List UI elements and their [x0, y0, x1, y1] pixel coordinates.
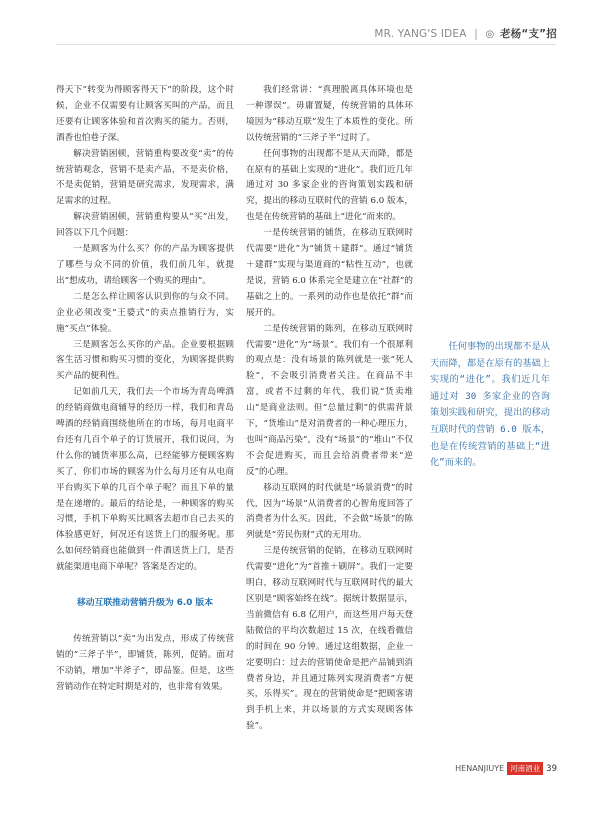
- paragraph: 一是传统营销的铺货，在移动互联网时代需要“进化”为“铺货＋建群”。通过“铺货＋建群”实现与渠道商的“粘性互动”，也就是说，营销 6.0 体系完全是建立在“社群”的基础之上的。一系列的动作也是依托“群”而展开的。: [246, 228, 413, 318]
- paragraph: 解决营销困顿，营销重构要从“买”出发，回答以下几个问题：: [56, 212, 234, 239]
- paragraph: 传统营销以“卖”为出发点，形成了传统营销的“三斧子半”，即铺货，陈列，促销。面对不动销，增加“半斧子”，即品鉴。但是，这些营销动作在特定时期是对的，也非常有效果。: [56, 634, 234, 692]
- paragraph: 记如前几天，我们去一个市场为青岛啤酒的经销商做电商辅导的经历一样，我们和青岛啤酒的经销商围绕他所在的市场，每月电商平台还有几百个单子的订货展开，我们说问，为什么你的铺货率那么高，已经能够方便顾客购买了，你们市场的顾客为什么每月还有从电商平台购买下单的几百个单子呢？而且下单的量是在递增的。最后的结论是，一种顾客的购买习惯，手机下单购买比顾客去超市自己去买的体验感更好，何况还有送货上门的服务呢。那么如何经销商也能做到一件酒送货上门，是否就能渠道电商下单呢？答案是否定的。: [56, 387, 234, 573]
- paragraph: 三是传统营销的促销，在移动互联网时代需要“进化”为“首推＋刷屏”。我们一定要明白，移动互联网时代与互联网时代的最大区别是“顾客始终在线”。据统计数据显示，当前微信有 6.8 亿用户，而这些用户每天登陆微信的平均次数超过 15 次，在线看微信的时间在 90 分钟。通过这组数据，企业一定要明白：过去的营销使命是把产品铺到消费者身边，并且通过陈列实现消费者“方便买，乐得买”。现在的营销使命是“把顾客请到手机上来，并以场景的方式实现顾客体验”。: [246, 546, 413, 732]
- paragraph: 任何事物的出现都不是从天而降，都是在原有的基础上实现的“进化”。我们近几年通过对 30 多家企业的咨询策划实践和研究，提出的移动互联时代的营销 6.0 版本，也是在传统营销的基础上“进化”而来的。: [246, 148, 413, 223]
- footer-badge: 河南酒业: [507, 762, 543, 775]
- paragraph: 三是顾客怎么买你的产品。企业要根据顾客生活习惯和购买习惯的变化，为顾客提供购买产品的便利性。: [56, 339, 234, 382]
- section-heading: 移动互联推动营销升级为 6.0 版本: [76, 598, 214, 609]
- bullseye-icon: ◎: [485, 29, 495, 40]
- text-column-left: [56, 83, 234, 696]
- header-rule: [56, 44, 556, 45]
- paragraph: 解决营销困顿，营销重构要改变“卖”的传统营销观念，营销不是卖产品，不是卖价格，不是卖促销，营销是研究需求，发现需求，满足需求的过程。: [56, 148, 234, 207]
- pull-quote: [430, 339, 550, 472]
- paragraph: 一是顾客为什么买？你的产品为顾客提供了哪些与众不同的价值，我们前几年，就提出“想成功，请给顾客一个购买的理由”。: [56, 244, 234, 286]
- footer-brand: HENANJIUYE: [455, 764, 505, 773]
- paragraph: 二是怎么样让顾客认识到你的与众不同。企业必须改变“王婆式”的卖点推销行为，实施“买点”体验。: [56, 291, 234, 334]
- text-column-middle: [246, 83, 413, 735]
- paragraph: 移动互联网的时代就是“场景消费”的时代，因为“场景”从消费者的心智角度回答了消费者为什么买。因此，不会做“场景”的陈列就是“劳民伤财”式的无用功。: [246, 482, 413, 541]
- paragraph: 我们经常讲：“真理脱离具体环境也是一种谬误”。毋庸置疑，传统营销的具体环境因为“移动互联”发生了本质性的变化。所以传统营销的“三斧子半”过时了。: [246, 85, 413, 143]
- header-column-name: 老杨“支”招: [499, 28, 557, 40]
- header-brand: MR. YANG'S IDEA: [374, 28, 467, 40]
- running-header: [374, 26, 557, 41]
- page-number: 39: [546, 763, 557, 774]
- paragraph: 得天下”转变为得顾客得天下”的阶段，这个时候，企业不仅需要有让顾客买叫的产品，而且还要有让顾客体验和首次购买的能力。否则，酒香也怕巷子深。: [56, 85, 234, 143]
- page-footer: [455, 762, 557, 775]
- paragraph: 二是传统营销的陈列，在移动互联网时代需要“进化”为“场景”。我们有一个很犀利的观点是：没有场景的陈列就是一张“死人脸”，不会吸引消费者关注。在商品不丰富，或者不过剩的年代，我们说“货卖堆山”是商业法则。但“总量过剩”的供需背景下，“货堆山”是对消费者的一种心理压力，也叫“商品污染”，没有“场景”的“堆山”不仅不会促进购买，而且会给消费者带来“逆反”的心理。: [246, 323, 413, 477]
- header-separator: |: [474, 28, 478, 40]
- pull-quote-text: 任何事物的出现都不是从天而降，都是在原有的基础上实现的“进化”。我们近几年通过对 30 多家企业的咨询策划实践和研究，提出的移动互联时代的营销 6.0 版本，也是在传统营销的基础上“进化”而来的。: [430, 341, 550, 469]
